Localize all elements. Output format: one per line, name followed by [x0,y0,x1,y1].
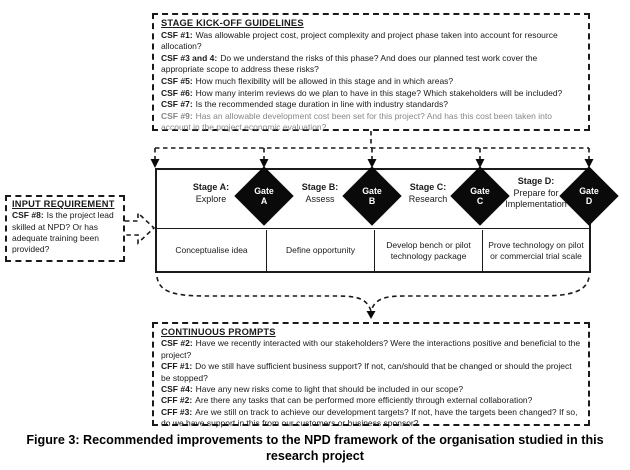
gate-c-label: Gate C [470,186,490,206]
continuous-prompts-brace [157,277,589,311]
stage-kickoff-title: STAGE KICK-OFF GUIDELINES [161,18,304,28]
stage-d-header: Stage D: Prepare for Implementation [505,176,567,209]
continuous-prompts-box [152,322,590,429]
stage-c-activity: Develop bench or pilot technology package [374,230,482,271]
brace-arrowhead-down [367,311,376,319]
prompt-item: CFF #3: Are we still on track to achieve our development targets? If not, have the targets been changed? If so, do we have support in this from our customers or business sponsor? [161,406,578,429]
csf-item-muted: CSF #9: Has an allowable development cost been set for this project? And has this cost been taken into account in the project economic evaluation? [161,110,552,133]
prompt-item: CSF #4: Have any new risks come to light that should be included in our scope? [161,384,464,395]
input-requirement-title: INPUT REQUIREMENT [12,199,115,209]
arrowhead-down [151,159,160,168]
gate-a-label: Gate A [254,186,274,206]
csf-item: CSF #3 and 4: Do we understand the risks of this phase? And does our planned test work cover the appropriate scope to address these risks? [161,52,538,75]
stage-d-activity: Prove technology on pilot or commercial trial scale [482,230,589,271]
prompt-item: CSF #2: Have we recently interacted with our stakeholders? Were the interactions positive and beneficial to the project? [161,338,581,360]
csf-item: CSF #8: Is the project lead skilled at NPD? Or has adequate training been provided? [12,210,114,255]
stage-a-activity: Conceptualise idea [175,245,248,256]
figure-caption: Figure 3: Recommended improvements to the NPD framework of the organisation studied in this research project [26,433,604,463]
gate-d-label: Gate D [579,186,599,206]
csf-item: CSF #1: Was allowable project cost, project complexity and project phase taken into account for resource allocation? [161,29,558,52]
stage-b-activity: Define opportunity [266,230,374,271]
continuous-prompts-title: CONTINUOUS PROMPTS [161,327,276,337]
prompt-item: CFF #1: Do we still have sufficient business support? If not, can/should that be changed or should the project be stopped? [161,361,572,383]
csf-item: CSF #7: Is the recommended stage duration in line with industry standards? [161,99,448,110]
stage-kickoff-guidelines-box [152,13,590,131]
gate-b-label: Gate B [362,186,382,206]
stage-c-header: Stage C: Research [408,182,448,204]
csf-item: CSF #5: How much flexibility will be allowed in this stage and in which areas? [161,75,454,86]
input-block-arrow [125,213,154,243]
stage-a-header: Stage A: Explore [192,182,230,204]
csf-item: CSF #6: How many interim reviews do we plan to have in this stage? Which stakeholders will be included? [161,87,563,98]
table-row-divider [157,228,589,229]
stage-b-header: Stage B: Assess [301,182,339,204]
input-requirement-box [5,195,125,262]
prompt-item: CFF #2: Are there any tasks that can be performed more efficiently through external collaboration? [161,395,533,406]
